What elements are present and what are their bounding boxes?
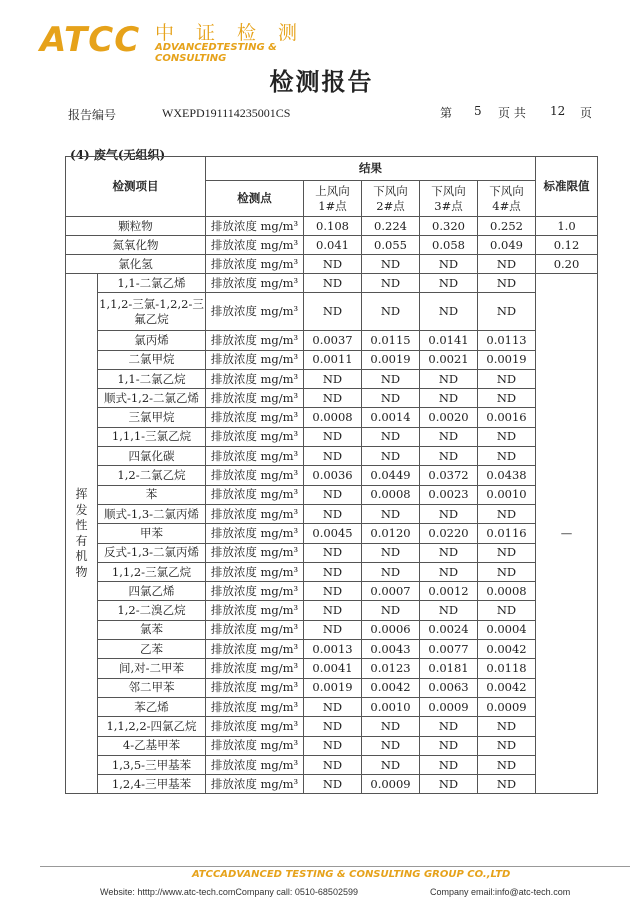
result-value: ND: [304, 485, 362, 504]
table-row: [66, 736, 598, 755]
result-value: ND: [362, 447, 420, 466]
item-name: 1,1,2-三氯乙烷: [98, 562, 206, 581]
header-item: 检测项目: [66, 157, 206, 217]
result-value: 0.0023: [420, 485, 478, 504]
result-value: ND: [362, 562, 420, 581]
header-result: 结果: [206, 157, 536, 181]
result-value: ND: [420, 293, 478, 331]
metric-label: 排放浓度 mg/m³: [206, 427, 304, 446]
metric-label: 排放浓度 mg/m³: [206, 562, 304, 581]
result-value: 0.0008: [478, 582, 536, 601]
report-number-label: 报告编号: [68, 108, 117, 122]
result-value: 0.0042: [478, 678, 536, 697]
result-value: ND: [420, 736, 478, 755]
footer-email: Company email:info@atc-tech.com: [430, 887, 571, 897]
item-name: 1,2,4-三甲基苯: [98, 775, 206, 794]
header-point-2: 下风向 2#点: [362, 181, 420, 217]
result-value: 0.0036: [304, 466, 362, 485]
result-value: 0.0042: [478, 640, 536, 659]
result-value: ND: [478, 504, 536, 523]
metric-label: 排放浓度 mg/m³: [206, 408, 304, 427]
result-value: ND: [362, 427, 420, 446]
item-name: 1,1,2-三氯-1,2,2-三氟乙烷: [98, 293, 206, 331]
result-value: ND: [420, 389, 478, 408]
result-value: 0.0004: [478, 620, 536, 639]
voc-limit-value: —: [536, 274, 598, 794]
result-value: ND: [478, 562, 536, 581]
company-logo: [40, 18, 340, 62]
result-value: ND: [304, 293, 362, 331]
result-value: ND: [420, 755, 478, 774]
result-value: ND: [304, 543, 362, 562]
result-value: 0.058: [420, 236, 478, 255]
page-mid: 页 共: [498, 106, 526, 120]
result-value: ND: [478, 755, 536, 774]
limit-value: 1.0: [536, 217, 598, 236]
metric-label: 排放浓度 mg/m³: [206, 524, 304, 543]
result-value: ND: [420, 543, 478, 562]
table-row: [66, 217, 598, 236]
metric-label: 排放浓度 mg/m³: [206, 697, 304, 716]
table-row: [66, 582, 598, 601]
table-row: [66, 350, 598, 369]
result-value: ND: [362, 543, 420, 562]
limit-value: 0.20: [536, 255, 598, 274]
result-value: 0.0007: [362, 582, 420, 601]
result-value: 0.0116: [478, 524, 536, 543]
result-value: 0.0438: [478, 466, 536, 485]
table-row: [66, 659, 598, 678]
result-value: 0.0372: [420, 466, 478, 485]
result-value: 0.055: [362, 236, 420, 255]
logo-latin: ATCC: [40, 20, 141, 60]
result-value: ND: [362, 755, 420, 774]
metric-label: 排放浓度 mg/m³: [206, 775, 304, 794]
item-name: 三氯甲烷: [98, 408, 206, 427]
table-row: [66, 293, 598, 331]
report-number: WXEPD191114235001CS: [162, 106, 291, 120]
result-value: ND: [304, 504, 362, 523]
table-row: [66, 236, 598, 255]
item-name: 4-乙基甲苯: [98, 736, 206, 755]
table-row: [66, 331, 598, 350]
result-value: 0.0449: [362, 466, 420, 485]
footer-divider: [40, 866, 630, 867]
result-value: ND: [478, 274, 536, 293]
metric-label: 排放浓度 mg/m³: [206, 504, 304, 523]
metric-label: 排放浓度 mg/m³: [206, 350, 304, 369]
result-value: 0.0009: [362, 775, 420, 794]
item-name: 甲苯: [98, 524, 206, 543]
result-value: ND: [304, 717, 362, 736]
result-value: 0.0009: [420, 697, 478, 716]
metric-label: 排放浓度 mg/m³: [206, 755, 304, 774]
item-name: 1,2-二氯乙烷: [98, 466, 206, 485]
result-value: 0.0013: [304, 640, 362, 659]
metric-label: 排放浓度 mg/m³: [206, 543, 304, 562]
result-value: 0.0019: [478, 350, 536, 369]
result-value: 0.0037: [304, 331, 362, 350]
metric-label: 排放浓度 mg/m³: [206, 331, 304, 350]
result-value: ND: [420, 427, 478, 446]
item-name: 苯乙烯: [98, 697, 206, 716]
result-value: 0.041: [304, 236, 362, 255]
logo-chinese: 中证检测: [155, 22, 320, 44]
result-value: ND: [478, 736, 536, 755]
item-name: 颗粒物: [66, 217, 206, 236]
result-value: ND: [420, 255, 478, 274]
header-point-1: 上风向 1#点: [304, 181, 362, 217]
result-value: ND: [304, 601, 362, 620]
result-value: ND: [362, 736, 420, 755]
result-value: 0.0010: [478, 485, 536, 504]
result-value: ND: [420, 274, 478, 293]
item-name: 1,1,1-三氯乙烷: [98, 427, 206, 446]
item-name: 氯化氢: [66, 255, 206, 274]
table-row: [66, 640, 598, 659]
result-value: 0.0008: [304, 408, 362, 427]
result-value: ND: [362, 389, 420, 408]
metric-label: 排放浓度 mg/m³: [206, 293, 304, 331]
result-value: 0.0041: [304, 659, 362, 678]
result-value: ND: [420, 562, 478, 581]
result-value: 0.0024: [420, 620, 478, 639]
header-point-4: 下风向 4#点: [478, 181, 536, 217]
metric-label: 排放浓度 mg/m³: [206, 274, 304, 293]
item-name: 顺式-1,3-二氯丙烯: [98, 504, 206, 523]
item-name: 反式-1,3-二氯丙烯: [98, 543, 206, 562]
result-value: ND: [304, 582, 362, 601]
metric-label: 排放浓度 mg/m³: [206, 485, 304, 504]
result-value: 0.320: [420, 217, 478, 236]
result-value: 0.0118: [478, 659, 536, 678]
metric-label: 排放浓度 mg/m³: [206, 369, 304, 388]
table-row: [66, 389, 598, 408]
metric-label: 排放浓度 mg/m³: [206, 236, 304, 255]
item-name: 邻二甲苯: [98, 678, 206, 697]
result-value: ND: [420, 601, 478, 620]
result-value: 0.0113: [478, 331, 536, 350]
result-value: 0.0120: [362, 524, 420, 543]
table-row: [66, 524, 598, 543]
result-value: ND: [362, 504, 420, 523]
item-name: 1,2-二溴乙烷: [98, 601, 206, 620]
result-value: 0.0006: [362, 620, 420, 639]
result-value: ND: [478, 775, 536, 794]
item-name: 四氯乙烯: [98, 582, 206, 601]
metric-label: 排放浓度 mg/m³: [206, 389, 304, 408]
result-value: ND: [478, 447, 536, 466]
table-row: [66, 562, 598, 581]
footer-company-name: ADVANCED TESTING & CONSULTING GROUP CO.,LTD: [220, 869, 511, 880]
limit-value: 0.12: [536, 236, 598, 255]
item-name: 间,对-二甲苯: [98, 659, 206, 678]
result-value: 0.0019: [304, 678, 362, 697]
footer-company: [192, 869, 510, 880]
table-row: [66, 678, 598, 697]
table-row: [66, 274, 598, 293]
item-name: 苯: [98, 485, 206, 504]
result-value: ND: [362, 274, 420, 293]
item-name: 1,3,5-三甲基苯: [98, 755, 206, 774]
result-value: ND: [478, 389, 536, 408]
result-value: ND: [304, 620, 362, 639]
result-value: 0.0123: [362, 659, 420, 678]
result-value: 0.0141: [420, 331, 478, 350]
result-value: 0.0016: [478, 408, 536, 427]
item-name: 1,1,2,2-四氯乙烷: [98, 717, 206, 736]
metric-label: 排放浓度 mg/m³: [206, 601, 304, 620]
footer-website: Website: htttp://www.atc-tech.comCompany call: 0510-68502599: [100, 887, 358, 897]
page-total: 12: [550, 104, 566, 118]
metric-label: 排放浓度 mg/m³: [206, 582, 304, 601]
result-value: 0.0043: [362, 640, 420, 659]
section-title: (4) 废气(无组织): [70, 148, 166, 162]
table-row: [66, 408, 598, 427]
result-value: ND: [362, 255, 420, 274]
result-value: 0.0009: [478, 697, 536, 716]
metric-label: 排放浓度 mg/m³: [206, 678, 304, 697]
result-value: ND: [478, 717, 536, 736]
result-value: ND: [304, 389, 362, 408]
table-row: [66, 755, 598, 774]
result-value: ND: [304, 736, 362, 755]
result-value: 0.0115: [362, 331, 420, 350]
result-value: 0.0077: [420, 640, 478, 659]
item-name: 四氯化碳: [98, 447, 206, 466]
item-name: 二氯甲烷: [98, 350, 206, 369]
result-value: 0.0181: [420, 659, 478, 678]
metric-label: 排放浓度 mg/m³: [206, 717, 304, 736]
page-current: 5: [474, 104, 482, 118]
page-suffix: 页: [580, 106, 593, 120]
result-value: ND: [304, 775, 362, 794]
table-row: [66, 543, 598, 562]
item-name: 1,1-二氯乙烷: [98, 369, 206, 388]
result-value: ND: [478, 293, 536, 331]
result-value: 0.0021: [420, 350, 478, 369]
table-row: [66, 255, 598, 274]
metric-label: 排放浓度 mg/m³: [206, 659, 304, 678]
result-value: 0.0010: [362, 697, 420, 716]
result-value: 0.0008: [362, 485, 420, 504]
table-row: [66, 697, 598, 716]
result-value: 0.0020: [420, 408, 478, 427]
footer-brand: ATCC: [192, 869, 221, 880]
results-table: [65, 156, 598, 794]
page-prefix: 第: [440, 106, 453, 120]
result-value: ND: [420, 447, 478, 466]
result-value: ND: [478, 369, 536, 388]
result-value: ND: [304, 274, 362, 293]
header-point: 检测点: [206, 181, 304, 217]
result-value: ND: [362, 369, 420, 388]
table-row: [66, 369, 598, 388]
result-value: 0.224: [362, 217, 420, 236]
table-row: [66, 466, 598, 485]
header-limit: 标准限值: [536, 157, 598, 217]
result-value: 0.0011: [304, 350, 362, 369]
result-value: ND: [304, 697, 362, 716]
result-value: 0.252: [478, 217, 536, 236]
item-name: 氮氧化物: [66, 236, 206, 255]
metric-label: 排放浓度 mg/m³: [206, 466, 304, 485]
result-value: ND: [420, 504, 478, 523]
result-value: 0.0220: [420, 524, 478, 543]
metric-label: 排放浓度 mg/m³: [206, 217, 304, 236]
voc-group-label: 挥 发 性 有 机 物: [66, 274, 98, 794]
table-row: [66, 620, 598, 639]
page-title: 检测报告: [269, 67, 374, 96]
header-point-3: 下风向 3#点: [420, 181, 478, 217]
table-row: [66, 601, 598, 620]
result-value: 0.108: [304, 217, 362, 236]
result-value: ND: [478, 255, 536, 274]
result-value: 0.0063: [420, 678, 478, 697]
result-value: ND: [420, 369, 478, 388]
result-value: 0.0012: [420, 582, 478, 601]
result-value: 0.0045: [304, 524, 362, 543]
item-name: 顺式-1,2-二氯乙烯: [98, 389, 206, 408]
result-value: ND: [304, 427, 362, 446]
result-value: ND: [362, 601, 420, 620]
metric-label: 排放浓度 mg/m³: [206, 620, 304, 639]
result-value: ND: [420, 775, 478, 794]
result-value: ND: [304, 755, 362, 774]
result-value: ND: [304, 562, 362, 581]
item-name: 氯丙烯: [98, 331, 206, 350]
metric-label: 排放浓度 mg/m³: [206, 447, 304, 466]
result-value: 0.0014: [362, 408, 420, 427]
result-value: ND: [362, 293, 420, 331]
item-name: 乙苯: [98, 640, 206, 659]
result-value: 0.0019: [362, 350, 420, 369]
result-value: ND: [478, 543, 536, 562]
table-row: [66, 485, 598, 504]
item-name: 1,1-二氯乙烯: [98, 274, 206, 293]
result-value: ND: [304, 369, 362, 388]
metric-label: 排放浓度 mg/m³: [206, 640, 304, 659]
table-row: [66, 717, 598, 736]
item-name: 氯苯: [98, 620, 206, 639]
result-value: ND: [362, 717, 420, 736]
metric-label: 排放浓度 mg/m³: [206, 255, 304, 274]
table-row: [66, 775, 598, 794]
result-value: 0.049: [478, 236, 536, 255]
result-value: ND: [304, 447, 362, 466]
result-value: ND: [304, 255, 362, 274]
metric-label: 排放浓度 mg/m³: [206, 736, 304, 755]
table-row: [66, 504, 598, 523]
logo-english: ADVANCEDTESTING & CONSULTING: [155, 42, 277, 64]
result-value: ND: [478, 601, 536, 620]
result-value: 0.0042: [362, 678, 420, 697]
result-value: ND: [478, 427, 536, 446]
table-row: [66, 427, 598, 446]
table-row: [66, 447, 598, 466]
result-value: ND: [420, 717, 478, 736]
